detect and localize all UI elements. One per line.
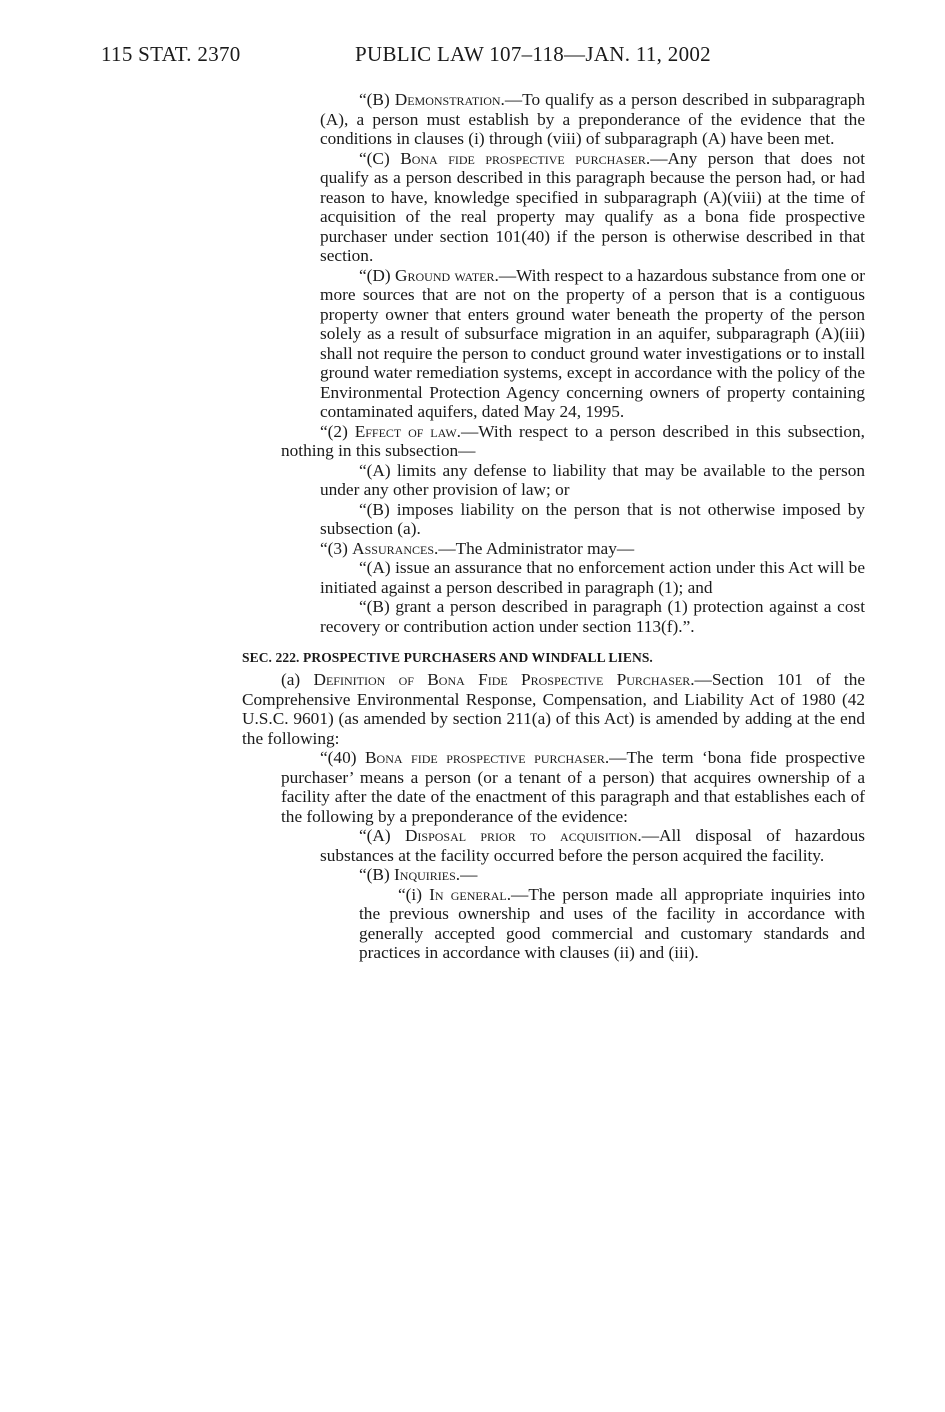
section-heading: SEC. 222. PROSPECTIVE PURCHASERS AND WINDFALL LIENS. — [242, 650, 653, 665]
paragraph-3-b: “(B) grant a person described in paragraph (1) protection against a cost recovery or contribution action under section 113(f).”. — [320, 597, 865, 636]
document-body — [0, 90, 945, 963]
paragraph-40-b-inquiries: “(B) Inquiries.— — [359, 865, 478, 884]
paragraph-2-a: “(A) limits any defense to liability that may be available to the person under any other provision of law; or — [320, 460, 865, 499]
paragraph-3-a: “(A) issue an assurance that no enforcement action under this Act will be initiated against a person described in paragraph (1); and — [320, 558, 865, 597]
paragraph-40-bona-fide: “(40) Bona fide prospective purchaser.—The term ‘bona fide prospective purchaser’ means a person (or a tenant of a person) that acquires ownership of a facility after the date of the enactment of this paragraph and that establishes each of the following by a preponderance of the evidence: — [281, 748, 865, 826]
paragraph-c-bona-fide: “(C) Bona fide prospective purchaser.—Any person that does not qualify as a person described in this paragraph because the person had, or had reason to have, knowledge specified in subparagraph (A)(viii) at the time of acquisition of the real property may qualify as a bona fide prospective purchaser under section 101(40) if the person is otherwise described in that section. — [320, 148, 866, 265]
running-head: PUBLIC LAW 107–118—JAN. 11, 2002 — [355, 42, 711, 66]
page-header — [0, 42, 945, 72]
paragraph-a-definition: (a) Definition of Bona Fide Prospective Purchaser.—Section 101 of the Comprehensive Environmental Response, Compensation, and Liability Act of 1980 (42 U.S.C. 9601) (as amended by section 211(a) of this Act) is amended by adding at the end the following: — [242, 670, 866, 748]
paragraph-b-demonstration: “(B) Demonstration.—To qualify as a person described in subparagraph (A), a person must establish by a preponderance of the evidence that the conditions in clauses (i) through (viii) of subparagraph (A) have been met. — [320, 90, 865, 148]
paragraph-2-b: “(B) imposes liability on the person that is not otherwise imposed by subsection (a). — [320, 499, 865, 538]
paragraph-3-assurances: “(3) Assurances.—The Administrator may— — [320, 538, 635, 558]
paragraph-d-ground-water: “(D) Ground water.—With respect to a hazardous substance from one or more sources that are not on the property of a person that is a contiguous property owner that enters ground water beneath the property of the person solely as a result of subsurface migration in an aquifer, subparagraph (A)(iii) shall not require the person to conduct ground water investigations or to install ground water remediation systems, except in accordance with the policy of the Environmental Protection Agency concerning owners of property containing contaminated aquifers, dated May 24, 1995. — [320, 265, 866, 421]
paragraph-40-b-i-general: “(i) In general.—The person made all appropriate inquiries into the previous ownership and uses of the facility in accordance with generally accepted good commercial and customary standards and practices in accordance with clauses (ii) and (iii). — [359, 884, 865, 962]
paragraph-2-effect-of-law: “(2) Effect of law.—With respect to a person described in this subsection, nothing in this subsection— — [281, 421, 865, 460]
paragraph-40-a-disposal: “(A) Disposal prior to acquisition.—All disposal of hazardous substances at the facility occurred before the person acquired the facility. — [320, 826, 865, 865]
stat-page-number: 115 STAT. 2370 — [101, 42, 241, 66]
